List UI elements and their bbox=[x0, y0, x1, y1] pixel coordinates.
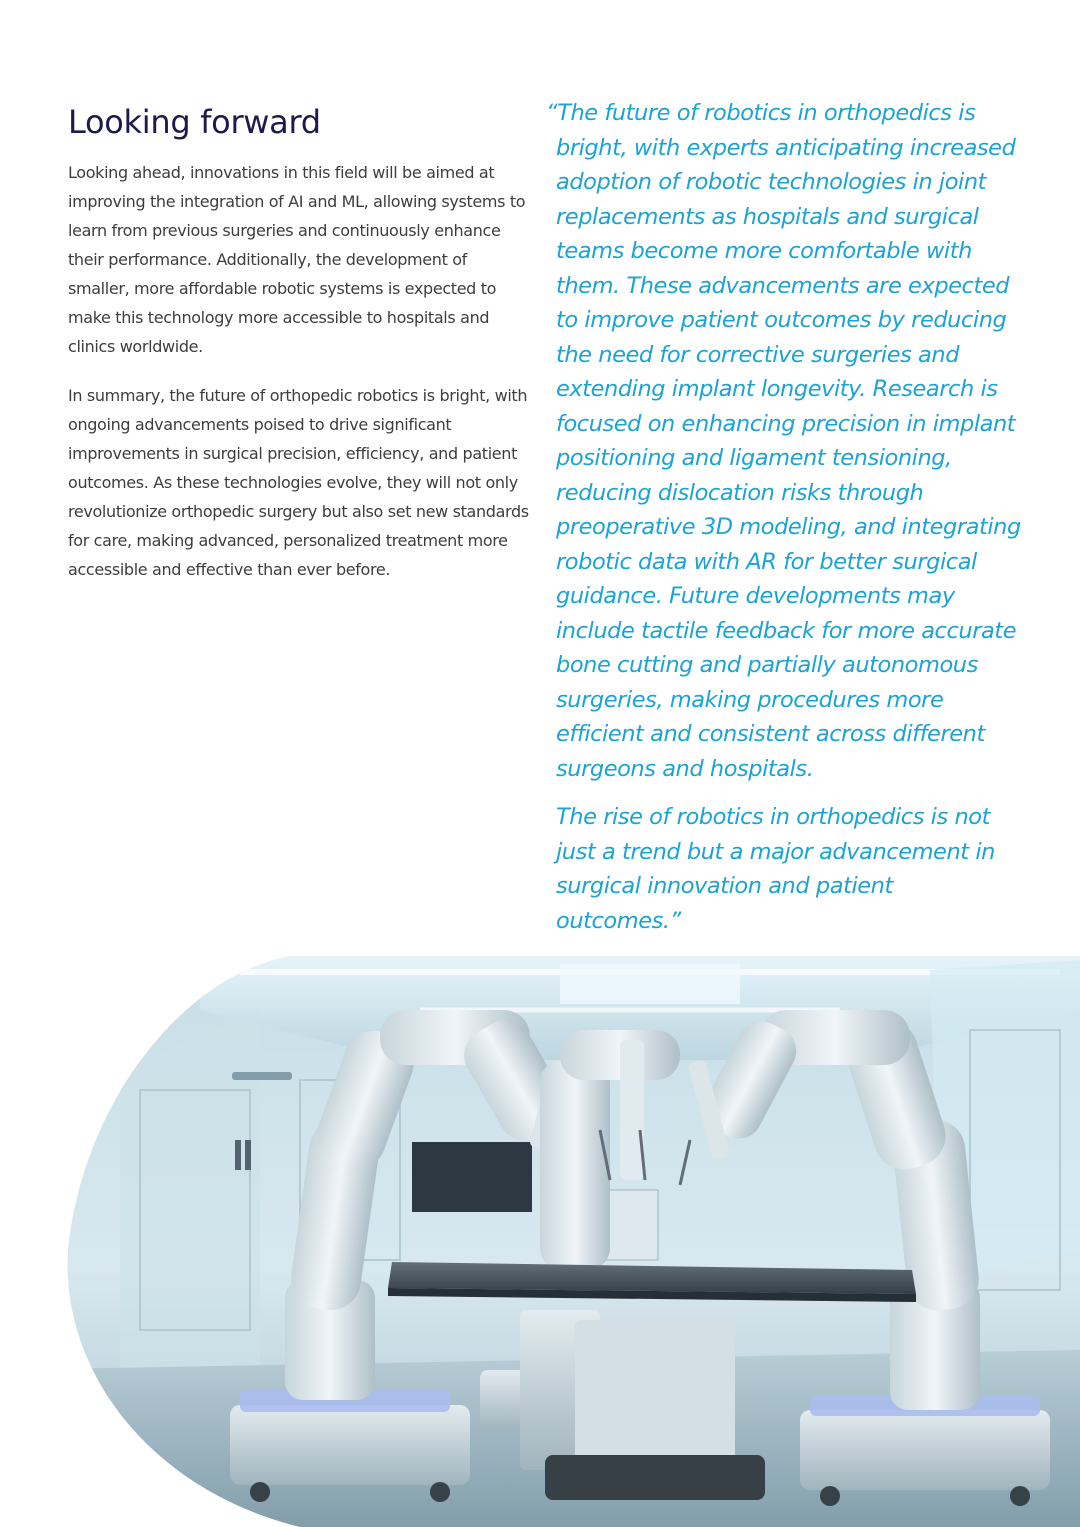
operating-room-image bbox=[0, 950, 1080, 1527]
robotic-surgery-illustration bbox=[0, 950, 1080, 1527]
quote-paragraph: The rise of robotics in orthopedics is not just a trend but a major advancement in surgical innovation and patient outcomes.” bbox=[556, 804, 995, 934]
body-paragraph: Looking ahead, innovations in this field will be aimed at improving the integration of AI and ML, allowing systems to learn from previous surgeries and continuously enhance their performance. Additionally, the development of smaller, more affordable robotic systems is expected to make this technology more accessible to hospitals and clinics worldwide. bbox=[68, 163, 526, 356]
body-paragraph: In summary, the future of orthopedic robotics is bright, with ongoing advancements poised to drive significant improvements in surgical precision, efficiency, and patient outcomes. As these technologies evolve, they will not only revolutionize orthopedic surgery but also set new standards for care, making advanced, personalized treatment more accessible and effective than ever before. bbox=[68, 386, 529, 579]
section-heading: Looking forward bbox=[68, 103, 321, 141]
quote-paragraph: “The future of robotics in orthopedics is bright, with experts anticipating increased adoption of robotic technologies in joint replacements as hospitals and surgical teams become more comfortable with them. These advancements are expected to improve patient outcomes by reducing the need for corrective surgeries and extending implant longevity. Research is focused on enhancing precision in implant positioning and ligament tensioning, reducing dislocation risks through preoperative 3D modeling, and integrating robotic data with AR for better surgical guidance. Future developments may include tactile feedback for more accurate bone cutting and partially autonomous surgeries, making procedures more efficient and consistent across different surgeons and hospitals. bbox=[546, 100, 1021, 782]
body-text bbox=[68, 158, 530, 604]
pull-quote bbox=[544, 96, 1024, 974]
